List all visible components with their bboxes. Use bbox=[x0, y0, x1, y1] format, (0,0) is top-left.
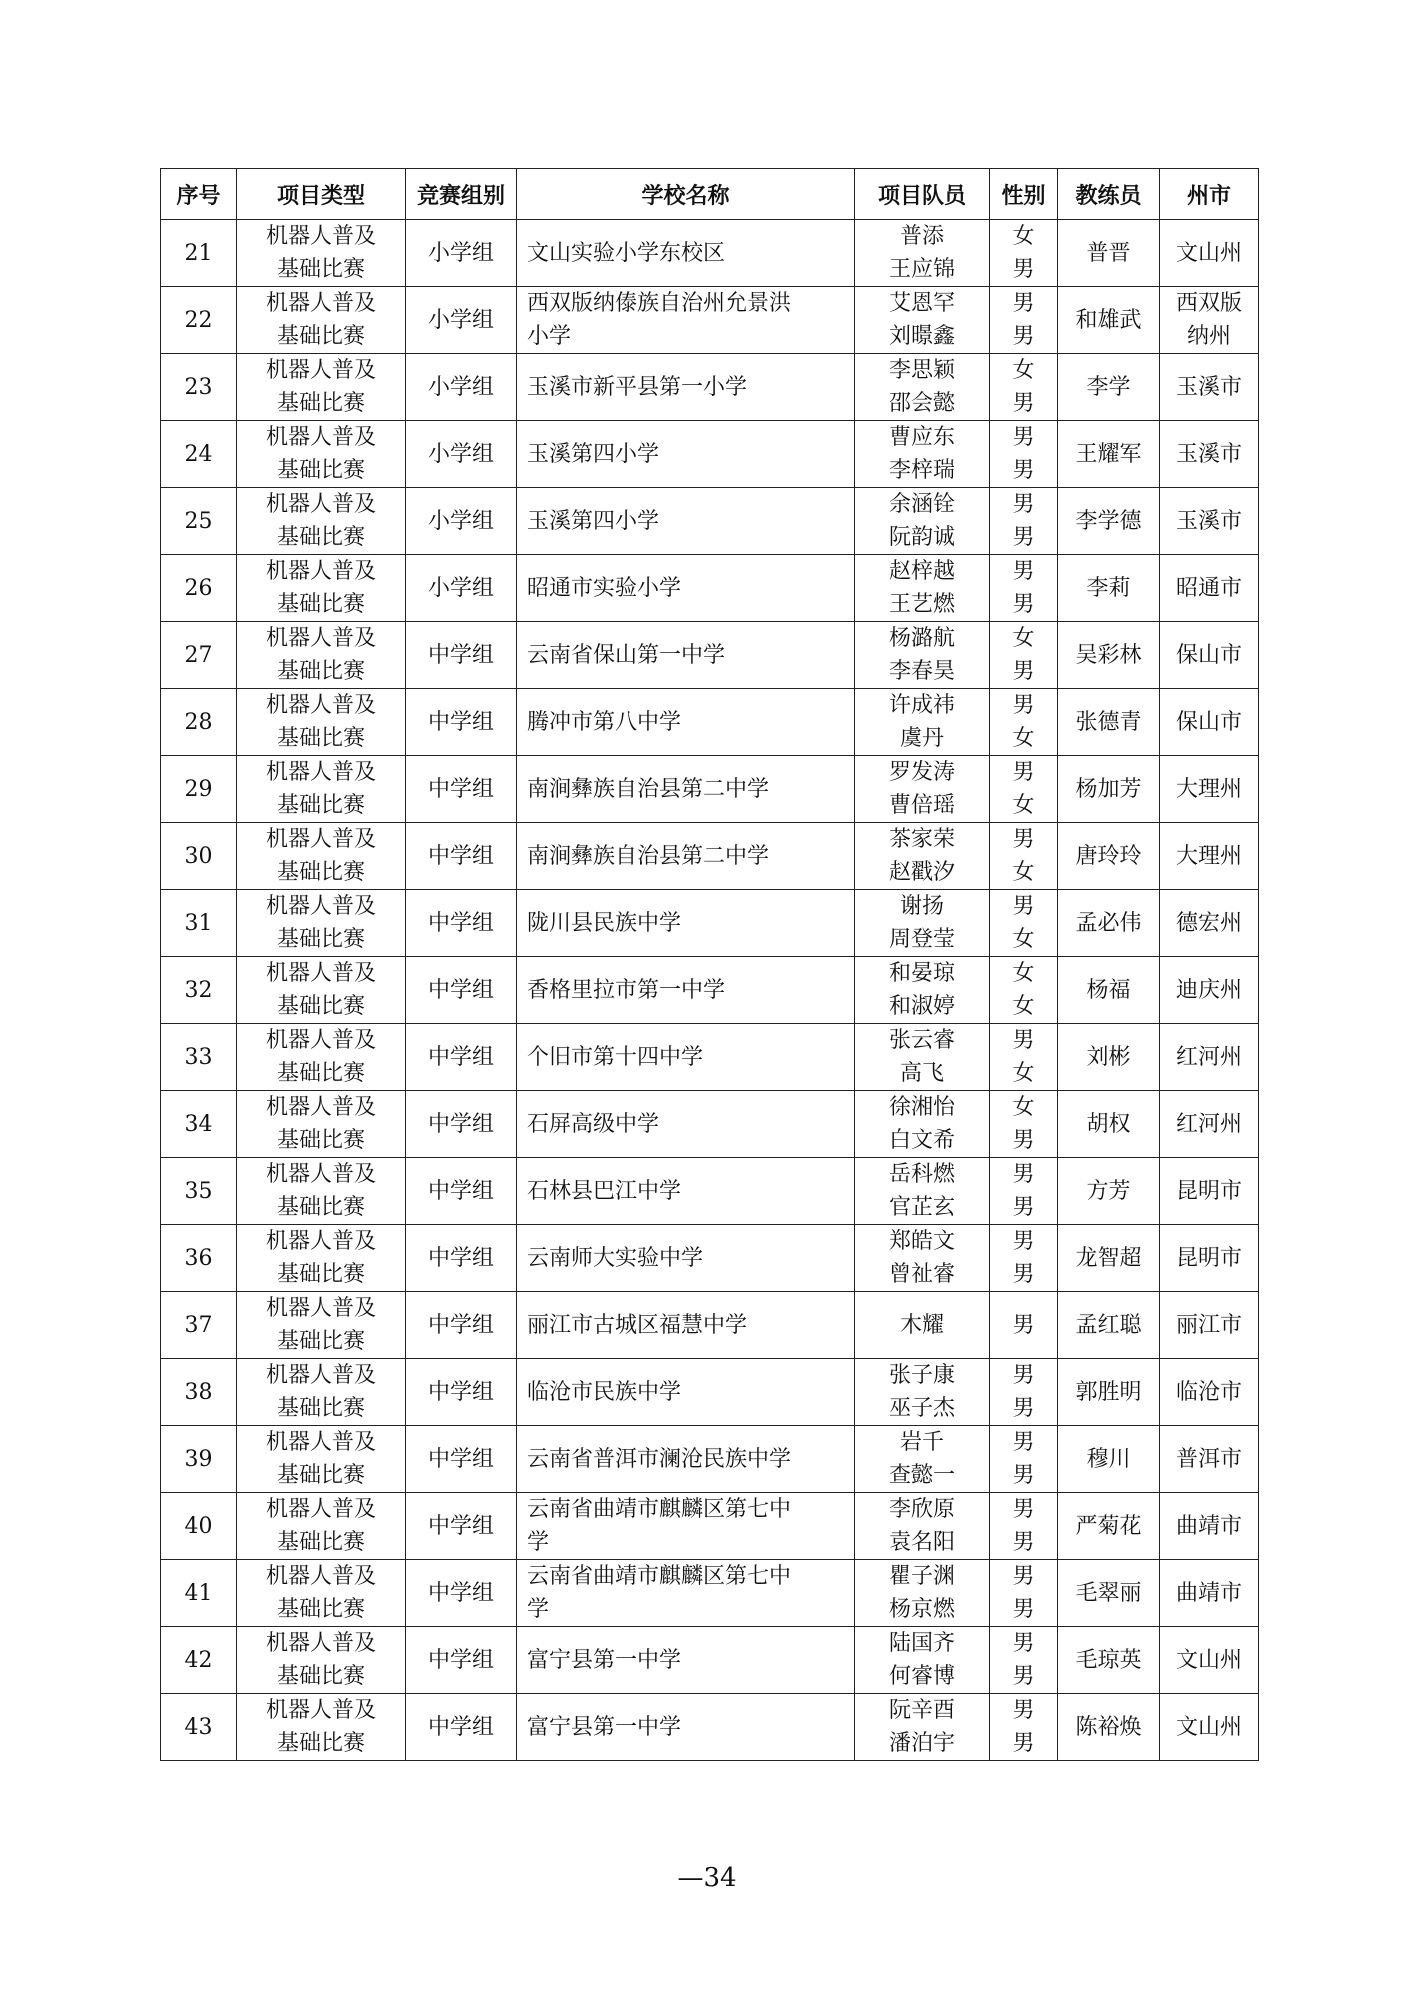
cell-team-members: 张子康 巫子杰 bbox=[855, 1359, 990, 1426]
cell-city: 曲靖市 bbox=[1160, 1493, 1259, 1560]
cell-team-members: 陆国齐 何睿博 bbox=[855, 1627, 990, 1694]
cell-competition-group: 小学组 bbox=[406, 421, 517, 488]
cell-gender: 男 男 bbox=[990, 488, 1058, 555]
cell-competition-group: 中学组 bbox=[406, 1225, 517, 1292]
cell-coach: 李莉 bbox=[1058, 555, 1160, 622]
cell-serial-number: 41 bbox=[161, 1560, 237, 1627]
cell-project-type: 机器人普及 基础比赛 bbox=[237, 421, 406, 488]
table-body bbox=[161, 220, 1259, 1761]
cell-city: 曲靖市 bbox=[1160, 1560, 1259, 1627]
cell-competition-group: 中学组 bbox=[406, 1627, 517, 1694]
cell-city: 临沧市 bbox=[1160, 1359, 1259, 1426]
table-row bbox=[161, 354, 1259, 421]
cell-school-name: 云南省保山第一中学 bbox=[517, 622, 855, 689]
cell-team-members: 杨潞航 李春昊 bbox=[855, 622, 990, 689]
cell-gender: 男 男 bbox=[990, 287, 1058, 354]
cell-serial-number: 33 bbox=[161, 1024, 237, 1091]
cell-serial-number: 24 bbox=[161, 421, 237, 488]
cell-project-type: 机器人普及 基础比赛 bbox=[237, 1560, 406, 1627]
cell-city: 昆明市 bbox=[1160, 1225, 1259, 1292]
cell-city: 大理州 bbox=[1160, 756, 1259, 823]
cell-school-name: 香格里拉市第一中学 bbox=[517, 957, 855, 1024]
table-row bbox=[161, 421, 1259, 488]
cell-coach: 穆川 bbox=[1058, 1426, 1160, 1493]
cell-school-name: 富宁县第一中学 bbox=[517, 1627, 855, 1694]
table-row bbox=[161, 488, 1259, 555]
cell-serial-number: 27 bbox=[161, 622, 237, 689]
table-row bbox=[161, 890, 1259, 957]
cell-school-name: 富宁县第一中学 bbox=[517, 1694, 855, 1761]
cell-coach: 龙智超 bbox=[1058, 1225, 1160, 1292]
cell-serial-number: 25 bbox=[161, 488, 237, 555]
page-number: —34 bbox=[677, 1863, 737, 1893]
cell-serial-number: 42 bbox=[161, 1627, 237, 1694]
header-city: 州市 bbox=[1160, 169, 1259, 220]
cell-project-type: 机器人普及 基础比赛 bbox=[237, 957, 406, 1024]
table-row bbox=[161, 689, 1259, 756]
cell-serial-number: 30 bbox=[161, 823, 237, 890]
cell-school-name: 云南省曲靖市麒麟区第七中 学 bbox=[517, 1560, 855, 1627]
cell-project-type: 机器人普及 基础比赛 bbox=[237, 220, 406, 287]
cell-gender: 男 女 bbox=[990, 756, 1058, 823]
cell-project-type: 机器人普及 基础比赛 bbox=[237, 1091, 406, 1158]
table-row bbox=[161, 1292, 1259, 1359]
cell-school-name: 文山实验小学东校区 bbox=[517, 220, 855, 287]
header-gender: 性别 bbox=[990, 169, 1058, 220]
table-row bbox=[161, 1493, 1259, 1560]
cell-city: 文山州 bbox=[1160, 1694, 1259, 1761]
cell-gender: 男 男 bbox=[990, 555, 1058, 622]
cell-coach: 严菊花 bbox=[1058, 1493, 1160, 1560]
cell-team-members: 和晏琼 和淑婷 bbox=[855, 957, 990, 1024]
cell-city: 西双版 纳州 bbox=[1160, 287, 1259, 354]
cell-coach: 杨福 bbox=[1058, 957, 1160, 1024]
cell-gender: 男 女 bbox=[990, 890, 1058, 957]
cell-team-members: 普添 王应锦 bbox=[855, 220, 990, 287]
table-row bbox=[161, 1158, 1259, 1225]
cell-project-type: 机器人普及 基础比赛 bbox=[237, 354, 406, 421]
cell-serial-number: 22 bbox=[161, 287, 237, 354]
cell-city: 保山市 bbox=[1160, 689, 1259, 756]
cell-serial-number: 28 bbox=[161, 689, 237, 756]
cell-competition-group: 中学组 bbox=[406, 957, 517, 1024]
table-row bbox=[161, 1091, 1259, 1158]
cell-project-type: 机器人普及 基础比赛 bbox=[237, 555, 406, 622]
cell-project-type: 机器人普及 基础比赛 bbox=[237, 689, 406, 756]
cell-competition-group: 中学组 bbox=[406, 1694, 517, 1761]
cell-school-name: 云南省曲靖市麒麟区第七中 学 bbox=[517, 1493, 855, 1560]
cell-serial-number: 36 bbox=[161, 1225, 237, 1292]
cell-school-name: 陇川县民族中学 bbox=[517, 890, 855, 957]
cell-serial-number: 39 bbox=[161, 1426, 237, 1493]
cell-gender: 女 男 bbox=[990, 622, 1058, 689]
cell-gender: 男 男 bbox=[990, 421, 1058, 488]
cell-coach: 胡权 bbox=[1058, 1091, 1160, 1158]
cell-city: 昆明市 bbox=[1160, 1158, 1259, 1225]
table-row bbox=[161, 823, 1259, 890]
cell-project-type: 机器人普及 基础比赛 bbox=[237, 287, 406, 354]
cell-city: 玉溪市 bbox=[1160, 354, 1259, 421]
cell-team-members: 艾恩罕 刘暻鑫 bbox=[855, 287, 990, 354]
cell-competition-group: 小学组 bbox=[406, 287, 517, 354]
cell-school-name: 丽江市古城区福慧中学 bbox=[517, 1292, 855, 1359]
header-competition-group: 竞赛组别 bbox=[406, 169, 517, 220]
cell-serial-number: 26 bbox=[161, 555, 237, 622]
cell-competition-group: 中学组 bbox=[406, 756, 517, 823]
cell-gender: 男 男 bbox=[990, 1560, 1058, 1627]
cell-gender: 男 女 bbox=[990, 1024, 1058, 1091]
cell-competition-group: 小学组 bbox=[406, 220, 517, 287]
cell-competition-group: 中学组 bbox=[406, 1493, 517, 1560]
cell-gender: 女 男 bbox=[990, 220, 1058, 287]
table-row bbox=[161, 1560, 1259, 1627]
cell-serial-number: 23 bbox=[161, 354, 237, 421]
cell-project-type: 机器人普及 基础比赛 bbox=[237, 1694, 406, 1761]
cell-coach: 吴彩林 bbox=[1058, 622, 1160, 689]
cell-school-name: 云南师大实验中学 bbox=[517, 1225, 855, 1292]
cell-competition-group: 中学组 bbox=[406, 622, 517, 689]
cell-project-type: 机器人普及 基础比赛 bbox=[237, 890, 406, 957]
cell-school-name: 南涧彝族自治县第二中学 bbox=[517, 823, 855, 890]
cell-city: 红河州 bbox=[1160, 1091, 1259, 1158]
cell-school-name: 腾冲市第八中学 bbox=[517, 689, 855, 756]
cell-competition-group: 中学组 bbox=[406, 1292, 517, 1359]
cell-team-members: 茶家荣 赵戳汐 bbox=[855, 823, 990, 890]
cell-competition-group: 中学组 bbox=[406, 1359, 517, 1426]
cell-coach: 毛翠丽 bbox=[1058, 1560, 1160, 1627]
cell-team-members: 木耀 bbox=[855, 1292, 990, 1359]
cell-school-name: 南涧彝族自治县第二中学 bbox=[517, 756, 855, 823]
cell-team-members: 谢扬 周登莹 bbox=[855, 890, 990, 957]
header-team-members: 项目队员 bbox=[855, 169, 990, 220]
cell-coach: 杨加芳 bbox=[1058, 756, 1160, 823]
cell-project-type: 机器人普及 基础比赛 bbox=[237, 488, 406, 555]
header-project-type: 项目类型 bbox=[237, 169, 406, 220]
cell-competition-group: 中学组 bbox=[406, 1426, 517, 1493]
cell-team-members: 岳科燃 官芷玄 bbox=[855, 1158, 990, 1225]
cell-coach: 唐玲玲 bbox=[1058, 823, 1160, 890]
cell-project-type: 机器人普及 基础比赛 bbox=[237, 1426, 406, 1493]
table-row bbox=[161, 1694, 1259, 1761]
cell-team-members: 岩千 查懿一 bbox=[855, 1426, 990, 1493]
table-row bbox=[161, 957, 1259, 1024]
cell-team-members: 许成祎 虞丹 bbox=[855, 689, 990, 756]
cell-gender: 男 男 bbox=[990, 1627, 1058, 1694]
cell-school-name: 昭通市实验小学 bbox=[517, 555, 855, 622]
cell-competition-group: 中学组 bbox=[406, 1560, 517, 1627]
cell-competition-group: 中学组 bbox=[406, 823, 517, 890]
header-serial-number: 序号 bbox=[161, 169, 237, 220]
results-table bbox=[160, 168, 1259, 1761]
cell-gender: 男 女 bbox=[990, 689, 1058, 756]
cell-competition-group: 小学组 bbox=[406, 555, 517, 622]
cell-team-members: 徐湘怡 白文希 bbox=[855, 1091, 990, 1158]
cell-city: 玉溪市 bbox=[1160, 488, 1259, 555]
cell-city: 玉溪市 bbox=[1160, 421, 1259, 488]
table-row bbox=[161, 1627, 1259, 1694]
cell-serial-number: 37 bbox=[161, 1292, 237, 1359]
cell-coach: 陈裕焕 bbox=[1058, 1694, 1160, 1761]
cell-coach: 和雄武 bbox=[1058, 287, 1160, 354]
cell-coach: 王耀军 bbox=[1058, 421, 1160, 488]
table-row bbox=[161, 1024, 1259, 1091]
cell-team-members: 曹应东 李梓瑞 bbox=[855, 421, 990, 488]
cell-coach: 孟红聪 bbox=[1058, 1292, 1160, 1359]
cell-city: 德宏州 bbox=[1160, 890, 1259, 957]
cell-project-type: 机器人普及 基础比赛 bbox=[237, 1359, 406, 1426]
cell-gender: 男 男 bbox=[990, 1225, 1058, 1292]
cell-city: 普洱市 bbox=[1160, 1426, 1259, 1493]
cell-school-name: 个旧市第十四中学 bbox=[517, 1024, 855, 1091]
table-row bbox=[161, 1426, 1259, 1493]
cell-gender: 男 女 bbox=[990, 823, 1058, 890]
cell-project-type: 机器人普及 基础比赛 bbox=[237, 622, 406, 689]
cell-school-name: 石林县巴江中学 bbox=[517, 1158, 855, 1225]
cell-gender: 女 女 bbox=[990, 957, 1058, 1024]
cell-project-type: 机器人普及 基础比赛 bbox=[237, 1024, 406, 1091]
cell-gender: 男 男 bbox=[990, 1426, 1058, 1493]
cell-serial-number: 40 bbox=[161, 1493, 237, 1560]
cell-project-type: 机器人普及 基础比赛 bbox=[237, 1292, 406, 1359]
cell-city: 文山州 bbox=[1160, 220, 1259, 287]
cell-team-members: 罗发涛 曹倍瑶 bbox=[855, 756, 990, 823]
cell-team-members: 郑皓文 曾祉睿 bbox=[855, 1225, 990, 1292]
cell-project-type: 机器人普及 基础比赛 bbox=[237, 1225, 406, 1292]
table-row bbox=[161, 287, 1259, 354]
cell-competition-group: 中学组 bbox=[406, 1091, 517, 1158]
cell-coach: 孟必伟 bbox=[1058, 890, 1160, 957]
cell-project-type: 机器人普及 基础比赛 bbox=[237, 1493, 406, 1560]
table-row bbox=[161, 220, 1259, 287]
cell-serial-number: 21 bbox=[161, 220, 237, 287]
cell-team-members: 阮辛酉 潘泊宇 bbox=[855, 1694, 990, 1761]
header-row bbox=[161, 169, 1259, 220]
cell-school-name: 云南省普洱市澜沧民族中学 bbox=[517, 1426, 855, 1493]
cell-coach: 方芳 bbox=[1058, 1158, 1160, 1225]
cell-gender: 男 bbox=[990, 1292, 1058, 1359]
cell-gender: 男 男 bbox=[990, 1158, 1058, 1225]
cell-city: 红河州 bbox=[1160, 1024, 1259, 1091]
table-row bbox=[161, 756, 1259, 823]
cell-coach: 郭胜明 bbox=[1058, 1359, 1160, 1426]
cell-coach: 李学德 bbox=[1058, 488, 1160, 555]
cell-competition-group: 小学组 bbox=[406, 488, 517, 555]
cell-competition-group: 小学组 bbox=[406, 354, 517, 421]
cell-coach: 李学 bbox=[1058, 354, 1160, 421]
cell-team-members: 瞿子渊 杨京燃 bbox=[855, 1560, 990, 1627]
cell-serial-number: 31 bbox=[161, 890, 237, 957]
cell-serial-number: 43 bbox=[161, 1694, 237, 1761]
cell-coach: 普晋 bbox=[1058, 220, 1160, 287]
cell-competition-group: 中学组 bbox=[406, 1158, 517, 1225]
cell-project-type: 机器人普及 基础比赛 bbox=[237, 823, 406, 890]
cell-serial-number: 32 bbox=[161, 957, 237, 1024]
header-school-name: 学校名称 bbox=[517, 169, 855, 220]
cell-competition-group: 中学组 bbox=[406, 890, 517, 957]
cell-gender: 女 男 bbox=[990, 1091, 1058, 1158]
cell-team-members: 张云睿 高飞 bbox=[855, 1024, 990, 1091]
cell-team-members: 余涵铨 阮韵诚 bbox=[855, 488, 990, 555]
cell-team-members: 李欣原 袁名阳 bbox=[855, 1493, 990, 1560]
cell-coach: 张德青 bbox=[1058, 689, 1160, 756]
cell-school-name: 临沧市民族中学 bbox=[517, 1359, 855, 1426]
table-row bbox=[161, 1225, 1259, 1292]
header-coach: 教练员 bbox=[1058, 169, 1160, 220]
cell-school-name: 玉溪第四小学 bbox=[517, 488, 855, 555]
cell-serial-number: 35 bbox=[161, 1158, 237, 1225]
cell-gender: 男 男 bbox=[990, 1359, 1058, 1426]
cell-competition-group: 中学组 bbox=[406, 689, 517, 756]
cell-city: 文山州 bbox=[1160, 1627, 1259, 1694]
cell-gender: 女 男 bbox=[990, 354, 1058, 421]
cell-school-name: 玉溪市新平县第一小学 bbox=[517, 354, 855, 421]
table-row bbox=[161, 1359, 1259, 1426]
cell-competition-group: 中学组 bbox=[406, 1024, 517, 1091]
cell-serial-number: 34 bbox=[161, 1091, 237, 1158]
cell-city: 昭通市 bbox=[1160, 555, 1259, 622]
table-row bbox=[161, 622, 1259, 689]
cell-serial-number: 38 bbox=[161, 1359, 237, 1426]
cell-team-members: 李思颖 邵会懿 bbox=[855, 354, 990, 421]
cell-project-type: 机器人普及 基础比赛 bbox=[237, 756, 406, 823]
cell-school-name: 西双版纳傣族自治州允景洪 小学 bbox=[517, 287, 855, 354]
cell-team-members: 赵梓越 王艺燃 bbox=[855, 555, 990, 622]
cell-city: 迪庆州 bbox=[1160, 957, 1259, 1024]
cell-project-type: 机器人普及 基础比赛 bbox=[237, 1627, 406, 1694]
cell-serial-number: 29 bbox=[161, 756, 237, 823]
cell-gender: 男 男 bbox=[990, 1694, 1058, 1761]
cell-project-type: 机器人普及 基础比赛 bbox=[237, 1158, 406, 1225]
table-row bbox=[161, 555, 1259, 622]
cell-city: 大理州 bbox=[1160, 823, 1259, 890]
cell-coach: 毛琼英 bbox=[1058, 1627, 1160, 1694]
cell-school-name: 石屏高级中学 bbox=[517, 1091, 855, 1158]
cell-city: 保山市 bbox=[1160, 622, 1259, 689]
cell-gender: 男 男 bbox=[990, 1493, 1058, 1560]
cell-coach: 刘彬 bbox=[1058, 1024, 1160, 1091]
cell-school-name: 玉溪第四小学 bbox=[517, 421, 855, 488]
cell-city: 丽江市 bbox=[1160, 1292, 1259, 1359]
